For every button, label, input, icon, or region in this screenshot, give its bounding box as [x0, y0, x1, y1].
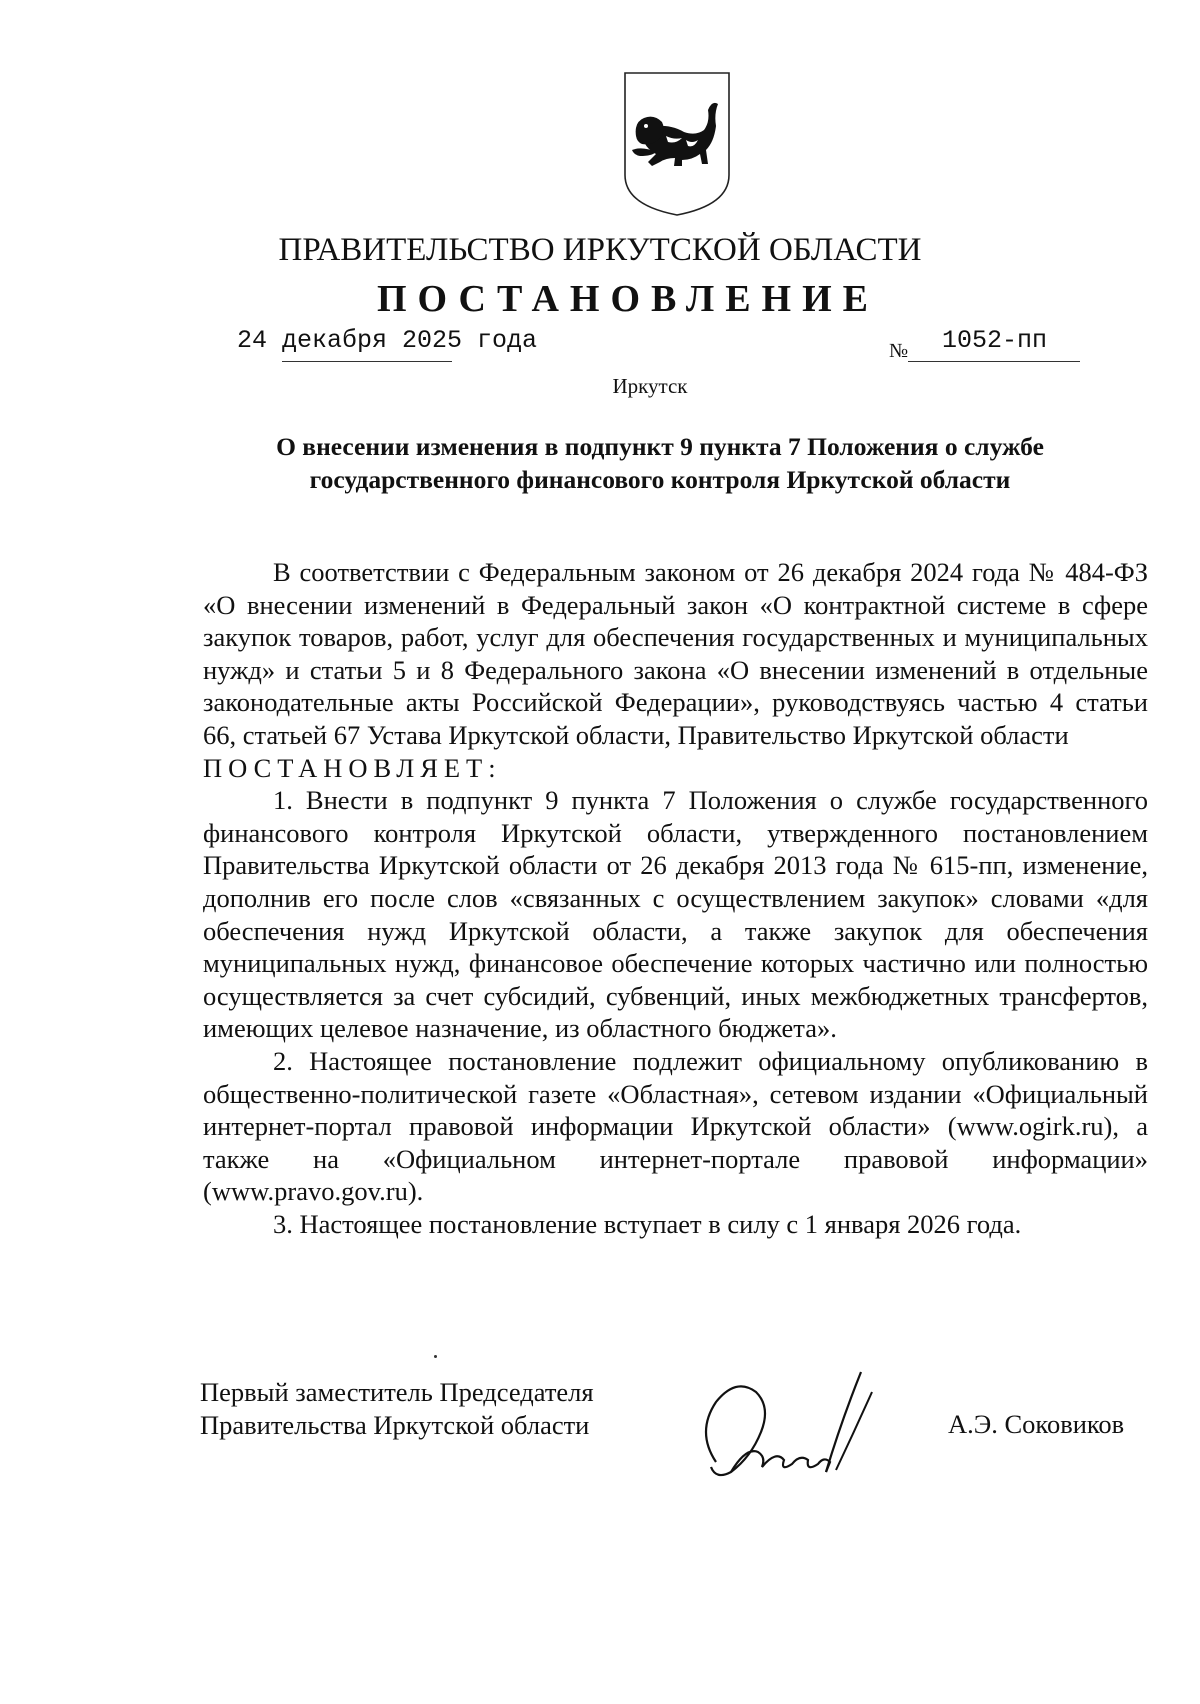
handwritten-signature [676, 1352, 896, 1502]
number-sign: № [889, 340, 909, 362]
document-heading [200, 430, 1120, 496]
preamble-paragraph: В соответствии с Федеральным законом от 26 декабря 2024 года № 484-ФЗ «О внесении изменений в Федеральный закон «О контрактной системе в сфере закупок товаров, работ, услуг для обеспечения государственных и муниципальных нужд» и статьи 5 и 8 Федерального закона «О внесении изменений в отдельные законодательные акты Российской Федерации», руководствуясь частью 4 статьи 66, статьей 67 Устава Иркутской области, Правительство Иркутской области [203, 557, 1148, 750]
heading-line-1: О внесении изменения в подпункт 9 пункта 7 Положения о службе [276, 432, 1044, 461]
signatory-position [200, 1376, 594, 1442]
item-3-paragraph: 3. Настоящее постановление вступает в силу с 1 января 2026 года. [273, 1208, 1022, 1239]
document-type: ПОСТАНОВЛЕНИЕ [376, 278, 880, 320]
heading-line-2: государственного финансового контроля Иркутской области [309, 465, 1011, 494]
number-underline [908, 361, 1080, 362]
stray-mark [434, 1355, 437, 1358]
document-body [203, 556, 1148, 1240]
coat-of-arms-icon [622, 70, 732, 218]
item-2-paragraph: 2. Настоящее постановление подлежит официальному опубликованию в общественно-политической газете «Областная», сетевом издании «Официальный интернет-портал правовой информации Иркутской области» (www.ogirk.ru), а также на «Официальном интернет-портале правовой информации» (www.pravo.gov.ru). [203, 1045, 1148, 1207]
position-line-2: Правительства Иркутской области [200, 1410, 590, 1440]
government-name: ПРАВИТЕЛЬСТВО ИРКУТСКОЙ ОБЛАСТИ [278, 232, 922, 268]
position-line-1: Первый заместитель Председателя [200, 1377, 594, 1407]
resolves-heading: ПОСТАНОВЛЯЕТ: [203, 752, 502, 783]
date-underline [282, 361, 452, 362]
document-number: 1052-пп [942, 326, 1048, 355]
item-1-paragraph: 1. Внести в подпункт 9 пункта 7 Положения о службе государственного финансового контроля Иркутской области, утвержденного постановлением Правительства Иркутской области от 26 декабря 2013 года № 615-пп, изменение, дополнив его после слов «связанных с осуществлением закупок» словами «для обеспечения нужд Иркутской области, а также закупок для обеспечения муниципальных нужд, финансовое обеспечение которых частично или полностью осуществляется за счет субсидий, субвенций, иных межбюджетных трансфертов, имеющих целевое назначение, из областного бюджета». [203, 785, 1148, 1044]
city: Иркутск [612, 374, 688, 398]
document-date: 24 декабря 2025 года [237, 326, 538, 355]
signatory-name: А.Э. Соковиков [948, 1409, 1125, 1439]
